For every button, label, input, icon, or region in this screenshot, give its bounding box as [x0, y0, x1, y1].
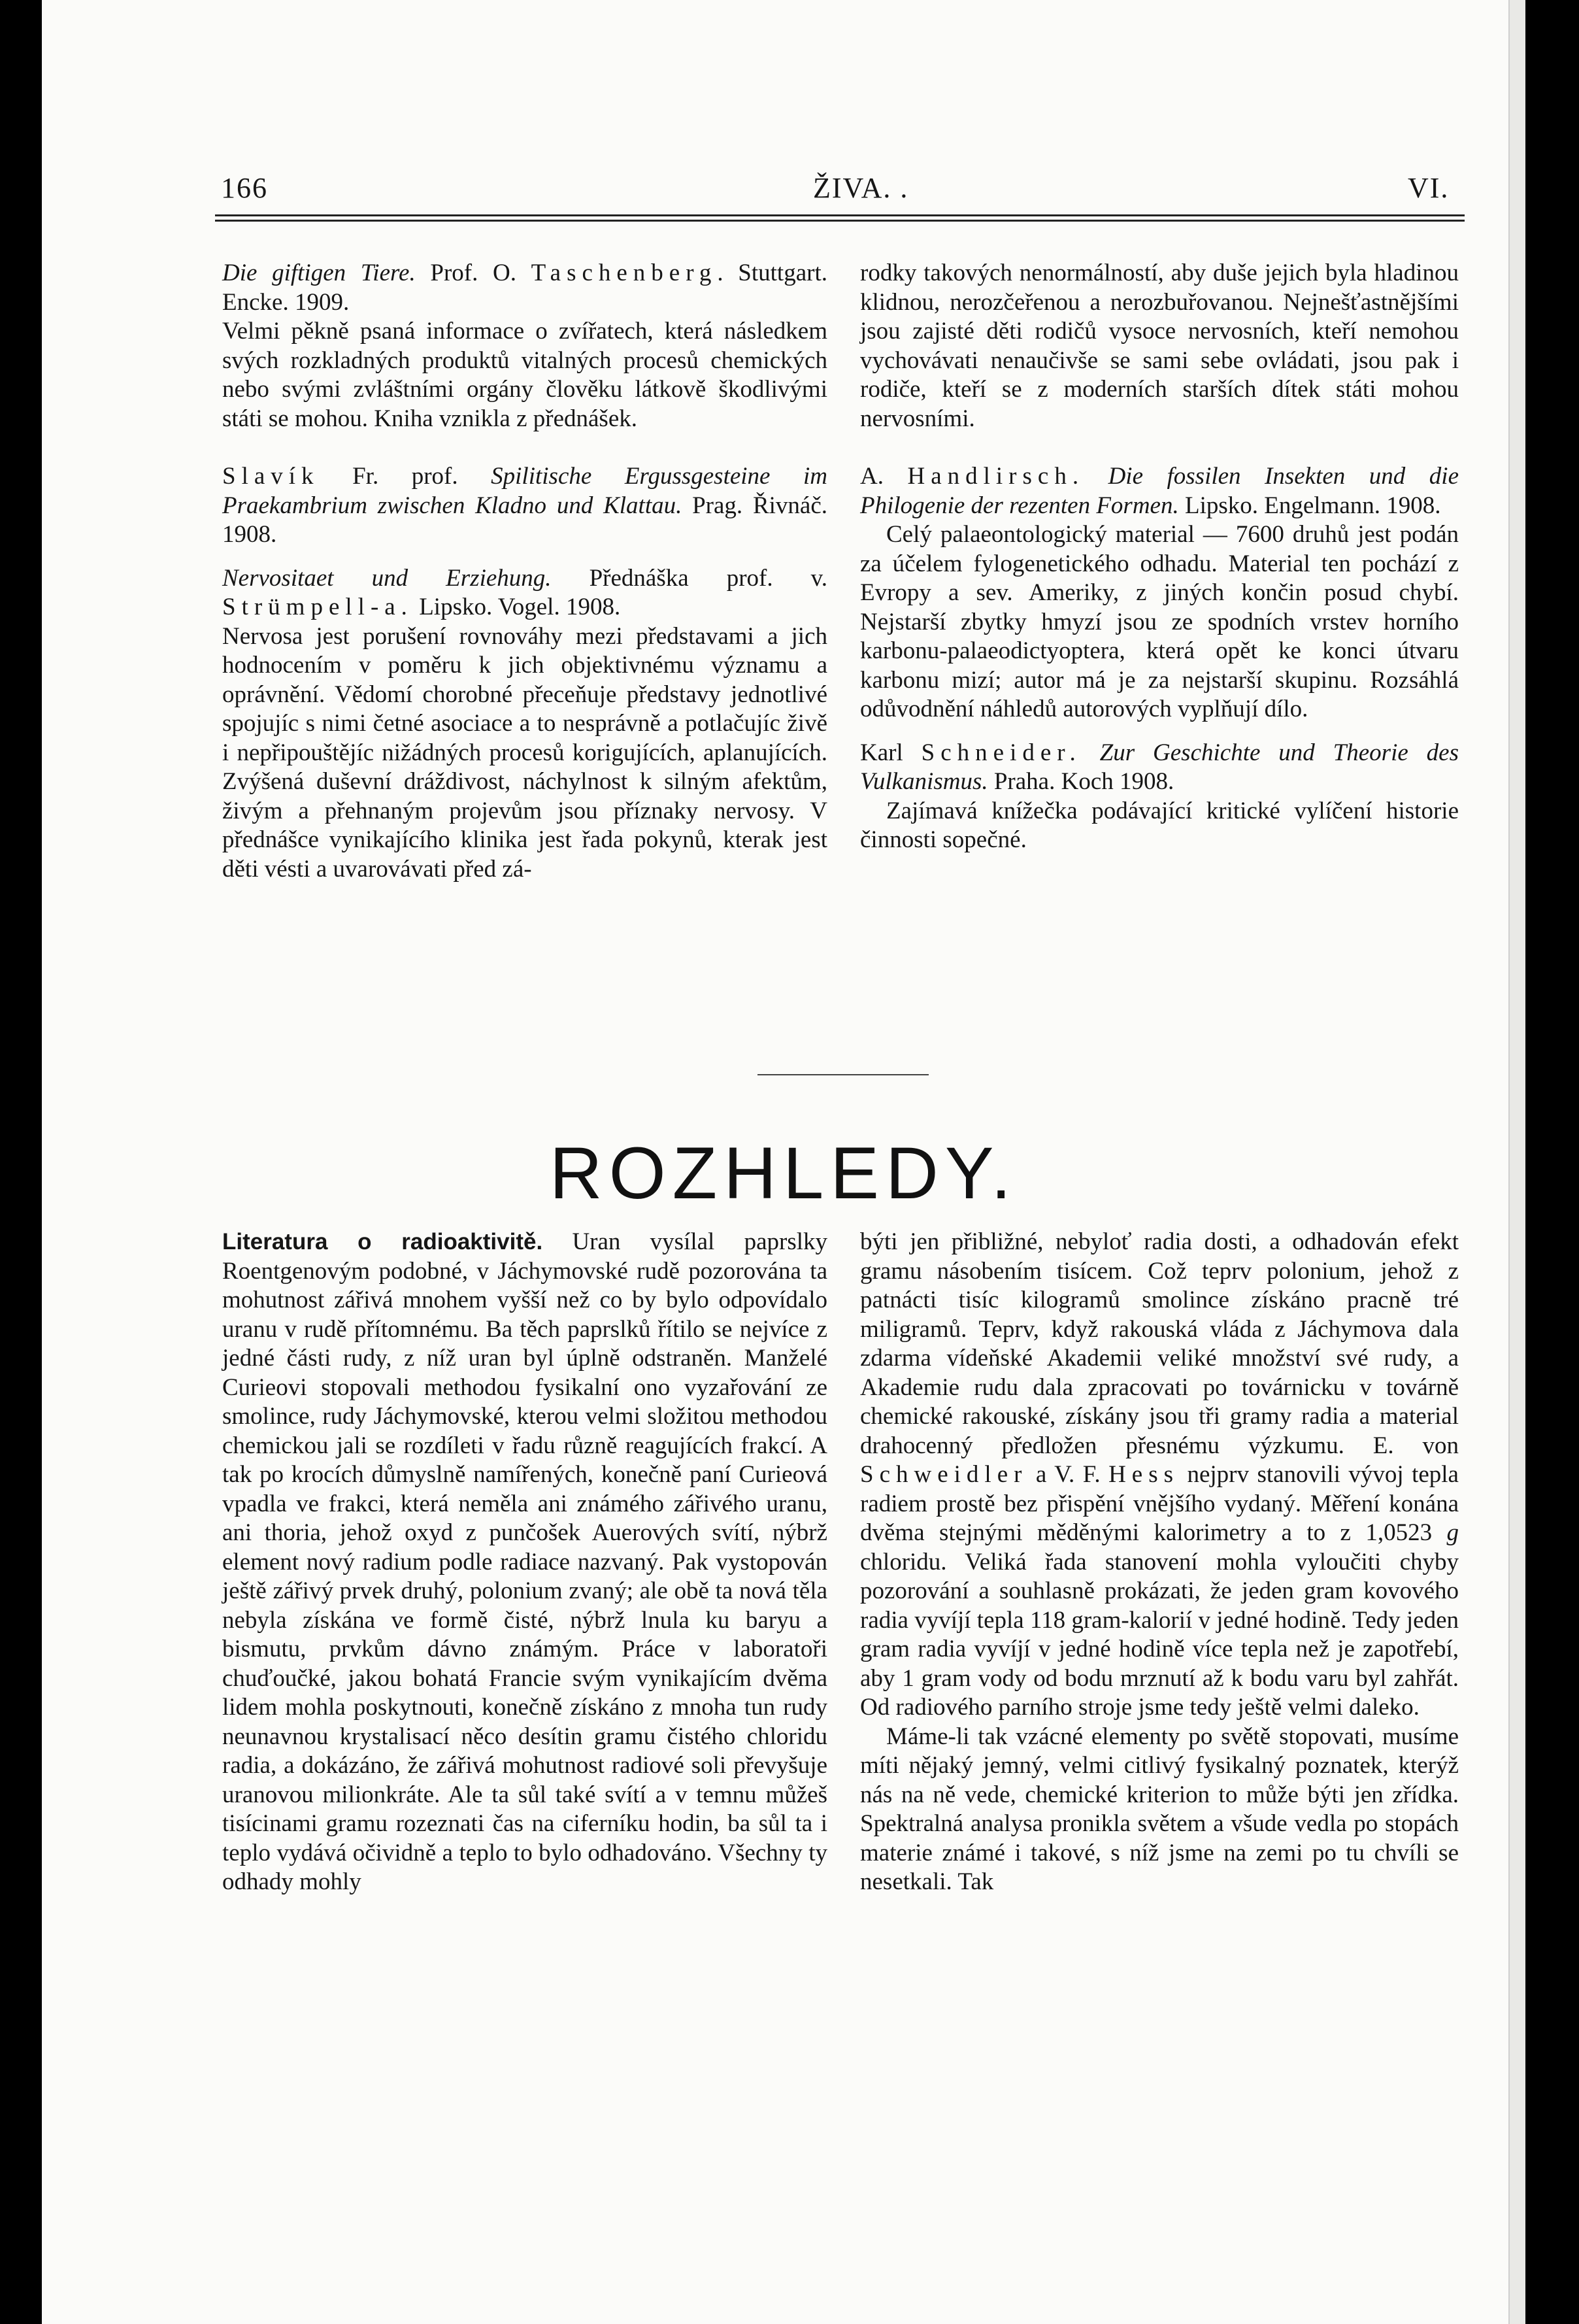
review-2: Slavík Fr. prof. Spilitische Ergussgesteine im Praekambrium zwischen Kladno und Klattau. Prag. Řivnáč. 1908. — [222, 463, 828, 548]
article-paragraph-2: Máme-li tak vzácné elementy po světě stopovati, musíme míti nějaký jemný, velmi citlivý fysikalný poznatek, kterýž nás na ně vede, chemické kriterion to může býti jen zřídka. Spektralná analysa pronikla světem a všude vedla po stopách materie známé i takové, s níž jsme na zemi po tu chvíli se nesetkali. Tak — [860, 1723, 1459, 1895]
review-2-author: Slavík — [222, 463, 320, 490]
left-column-reviews — [222, 259, 827, 884]
article-right-column — [860, 1228, 1459, 1897]
header-rule-top — [215, 214, 1465, 216]
section-title: ROZHLEDY. — [549, 1132, 1018, 1214]
review-5: Karl Schneider. Zur Geschichte und Theorie des Vulkanismus. Praha. Koch 1908. — [860, 739, 1459, 795]
header-rule-bottom — [215, 220, 1465, 222]
review-3-text: Nervosa jest porušení rovnováhy mezi představami a jich hodnocením v poměru k jich objektivnému významu a oprávnění. Vědomí chorobné přeceňuje představy jednotlivé spojujíc s nimi četné asociace a to nesprávně a potlačujíc živě i nepřipouštějíc nižádných procesů korigujících, aplanujících. Zvýšená duševní dráždivost, náchylnost k silným afektům, živým a přehnaným projevům jsou příznaky nervosy. V přednášce vynikajícího klinika jest řada pokynů, kterak jest děti vésti a uvarovávati před zá- — [222, 622, 827, 883]
article-paragraph-1: Literatura o radioaktivitě. Uran vysílal paprslky Roentgenovým podobné, v Jáchymovské rudě pozorována ta mohutnost zářivá mnohem vyšší než co by bylo odpovídalo uranu v rudě přítomnému. Ba těch paprslků řítilo se nejvíce z jedné části rudy, z níž uran byl úplně odstraněn. Manželé Curieovi stopovali methodou fysikalní ono vyzařování ze smolince, rudy Jáchymovské, kterou velmi složitou methodou chemickou jali se rozdíleti v řadu různě reagujících frakcí. A tak po krocích důmyslně namířených, konečně paní Curieová vpadla ve frakci, která neměla ani známého zářivého uranu, ani thoria, jehož oxyd z punčošek Auerových svítí, nýbrž element nový radium podle radiace nazvaný. Pak vystopován ještě zářivý prvek druhý, polonium zvaný; ale obě ta nová těla nebyla získána ve formě čisté, nýbrž lnula ku baryu a bismutu, prvkům dávno známým. Práce v laboratoři chuďoučké, jakou bohatá Francie svým vynikajícím dvěma lidem mohla poskytnouti, konečně získáno z mnoha tun rudy neunavnou krystalisací něco desítin gramu čistého chloridu radia, a dokázáno, že zářivá mohutnost radiové soli převyšuje uranovou milionkráte. Ale ta sůl také svítí a v temnu můžeš tisícinami gramu rozeznati čas na ciferníku hodin, ba sůl ta i teplo vydává očividně a teplo to bylo odhadováno. Všechny ty odhady mohly — [222, 1228, 828, 1895]
book-page — [42, 0, 1525, 2324]
article-paragraph-1-continued: býti jen přibližné, nebyloť radia dosti, a odhadován efekt gramu násobením tisícem. Což teprv polonium, jehož z patnácti tisíc kilogramů smolince získáno pracně tré miligramů. Teprv, když rakouská vláda z Jáchymova dala zdarma vídeňské Akademii veliké množství své rudy, a Akademie rudu dala zpracovati po továrnicku v továrně chemické rakouské, získány jsou tři gramy radia a material drahocenný předložen přesnému výzkumu. E. von Schweidler a V. F. Hess nejprv stanovili vývoj tepla radiem prostě bez přispění vnějšího vydaný. Měření konána dvěma stejnými měděnými kalorimetry a to z 1,0523 g chloridu. Veliká řada stanovení mohla vyloučiti chyby pozorování a souhlasně prokázati, že jeden gram kovového radia vyvíjí tepla 118 gram-kalorií v jedné hodině. Tedy jeden gram radia vyvíjí v jedné hodině více tepla než je zapotřebí, aby 1 gram vody od bodu mrznutí až k bodu varu byl zahřát. Od radiového parního stroje jsme tedy ještě velmi daleko. — [860, 1228, 1459, 1721]
review-2-title: Spilitische Ergussgesteine im Praekambrium zwischen Kladno und Klattau. — [222, 463, 828, 519]
review-1-text: Velmi pěkně psaná informace o zvířatech, která následkem svých rozkladných produktů vitalných procesů chemických nebo svými zvláštními orgány člověku látkově škodlivými státi se mohou. Kniha vznikla z přednášek. — [222, 318, 827, 432]
article-left-column — [222, 1228, 827, 1897]
author-schweidler: Schweidler — [860, 1461, 1028, 1488]
review-4-author: Handlirsch. — [907, 463, 1085, 490]
review-3-author: Strümpell-a. — [222, 594, 413, 620]
review-1: Die giftigen Tiere. Prof. O. Taschenberg. Stuttgart. Encke. 1909. — [222, 260, 827, 316]
review-5-text: Zajímavá knížečka podávající kritické vylíčení historie činnosti sopečné. — [860, 797, 1459, 853]
section-divider — [757, 1074, 929, 1075]
page-edge — [1508, 0, 1525, 2324]
review-4-title: Die fossilen Insekten und die Philogenie der rezenten Formen. — [860, 463, 1459, 519]
review-3: Nervositaet und Erziehung. Přednáška prof. v. Strümpell-a. Lipsko. Vogel. 1908. — [222, 564, 828, 620]
review-5-title: Zur Geschichte und Theorie des Vulkanismus. — [860, 739, 1459, 795]
journal-title: ŽIVA. . — [813, 172, 909, 204]
right-column-reviews — [860, 259, 1459, 855]
review-3-continued: rodky takových nenormálností, aby duše jejich byla hladinou klidnou, nerozčeřenou a nerozbuřovanou. Nejnešťastnějšími jsou zajisté děti rodičů vysoce nervosních, kteří nemohou vychovávati nenaučivše se sami sebe ovládati, jsou pak i rodiče, kteří se z moderních starších dítek státi mohou nervosními. — [860, 260, 1459, 432]
page-number: 166 — [221, 172, 268, 204]
review-1-title: Die giftigen Tiere. — [222, 260, 416, 286]
review-4: A. Handlirsch. Die fossilen Insekten und die Philogenie der rezenten Formen. Lipsko. Engelmann. 1908. — [860, 463, 1459, 519]
review-1-author: Taschenberg — [531, 260, 718, 286]
author-hess: Hess — [1108, 1461, 1180, 1488]
review-3-title: Nervositaet und Erziehung. — [222, 564, 552, 592]
volume-number: VI. — [1408, 172, 1450, 204]
review-4-text: Celý palaeontologický material — 7600 druhů jest podán za účelem fylogenetického odhadu. Material ten pochází z Evropy a sev. Ameriky, z jiných končin posud chybí. Nejstarší zbytky hmyzí jsou ze spodních vrstev horního karbonu-palaeodictyoptera, která opět ke konci útvaru karbonu mizí; autor má je za nejstarší skupinu. Rozsáhlá odůvodnění náhledů autorových vyplňují dílo. — [860, 521, 1459, 722]
article-heading: Literatura o radioaktivitě. — [222, 1229, 543, 1255]
review-5-author: Schneider. — [921, 739, 1082, 766]
